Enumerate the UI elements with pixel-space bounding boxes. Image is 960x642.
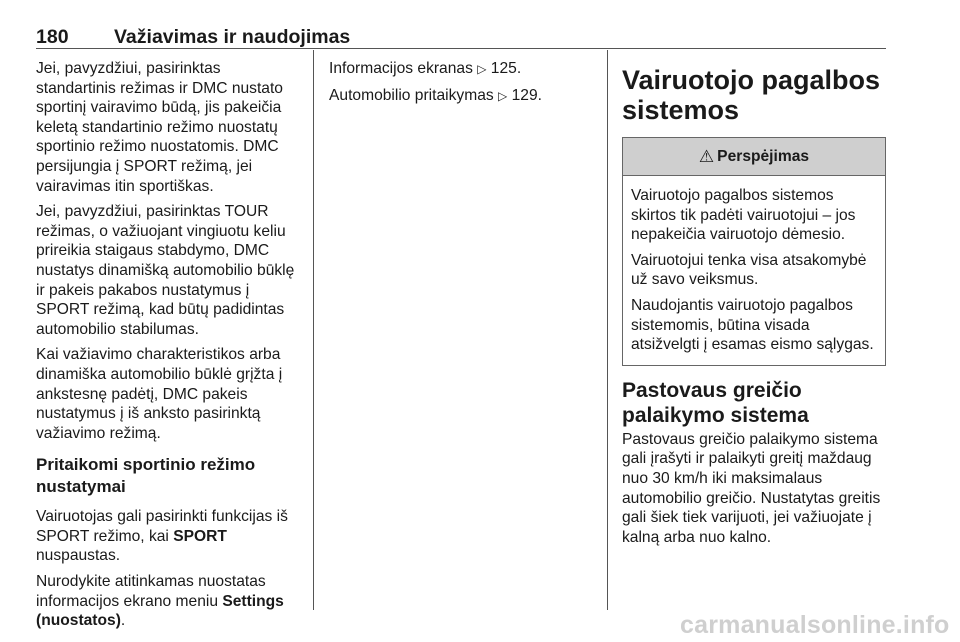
section-heading: Pastovaus greičio palaikymo sistema [622,378,809,427]
paragraph: Vairuotojo pagalbos sistemos skirtos tik padėti vairuotojui – jos nepakeičia vairuotojo dėmesio. [631,187,856,244]
paragraph: Nurodykite atitinkamas nuostatas informacijos ekrano meniu Settings (nuostatos). [36,573,284,630]
paragraph: Pastovaus greičio palaikymo sistema gali įrašyti ir palaikyti greitį maždaug nuo 30 km/h iki maksimalaus automobilio greičio. Nustatytas greitis gali šiek tiek varijuoti, jei važiuojate į kalną arba nuo kalno. [622,430,881,546]
page-number: 180 [36,26,69,48]
cross-reference: Informacijos ekranas ▷ 125. [329,60,522,77]
warning-box [622,137,886,366]
paragraph: Naudojantis vairuotojo pagalbos sistemomis, būtina visada atsižvelgti į esamas eismo sąlygas. [631,296,874,354]
watermark: carmanualsonline.info [680,611,950,639]
left-column [36,59,301,637]
paragraph: Jei, pavyzdžiui, pasirinktas standartinis režimas ir DMC nustato sportinį vairavimo būdą, jis pakeičia keletą standartinio režimo nuostatų sportinio režimo nuostatomis. DMC persijungia į SPORT režimą, jei vairavimas itin sportiškas. [36,60,283,195]
column-divider [313,50,314,610]
paragraph: Vairuotojas gali pasirinkti funkcijas iš SPORT režimo, kai SPORT nuspaustas. [36,508,288,565]
warning-header [623,138,885,176]
reference-arrow-icon: ▷ [498,88,508,103]
paragraph: Vairuotojui tenka visa atsakomybė už savo veiksmus. [631,251,867,289]
bold-term: SPORT [173,527,227,545]
chapter-title: Važiavimas ir naudojimas [114,26,351,48]
column-divider [607,50,608,610]
right-column [622,62,886,553]
bold-term: Settings (nuostatos) [36,592,284,630]
cross-reference: Automobilio pritaikymas ▷ 129. [329,86,542,104]
section-heading: Pritaikomi sportinio režimo nustatymai [36,455,256,497]
reference-arrow-icon: ▷ [477,62,487,76]
paragraph: Jei, pavyzdžiui, pasirinktas TOUR režimas, o važiuojant vingiuotu keliu prireikia staigaus stabdymo, DMC nustatys dinamišką automobilio būklę ir pakeis pakabos nustatymus į SPORT režimą, kad būtų padidintas automobilio stabilumas. [36,203,295,338]
warning-label: Perspėjimas [717,147,810,165]
warning-icon: ⚠ [698,146,715,166]
middle-column [329,59,594,112]
page-header [36,18,886,49]
warning-body [623,176,885,365]
paragraph: Kai važiavimo charakteristikos arba dinamiška automobilio būklė grįžta į ankstesnę padėtį, DMC pakeis nustatymus į iš anksto pasirinktą važiavimo režimą. [36,346,283,442]
section-title: Vairuotojo pagalbos sistemos [622,65,881,125]
